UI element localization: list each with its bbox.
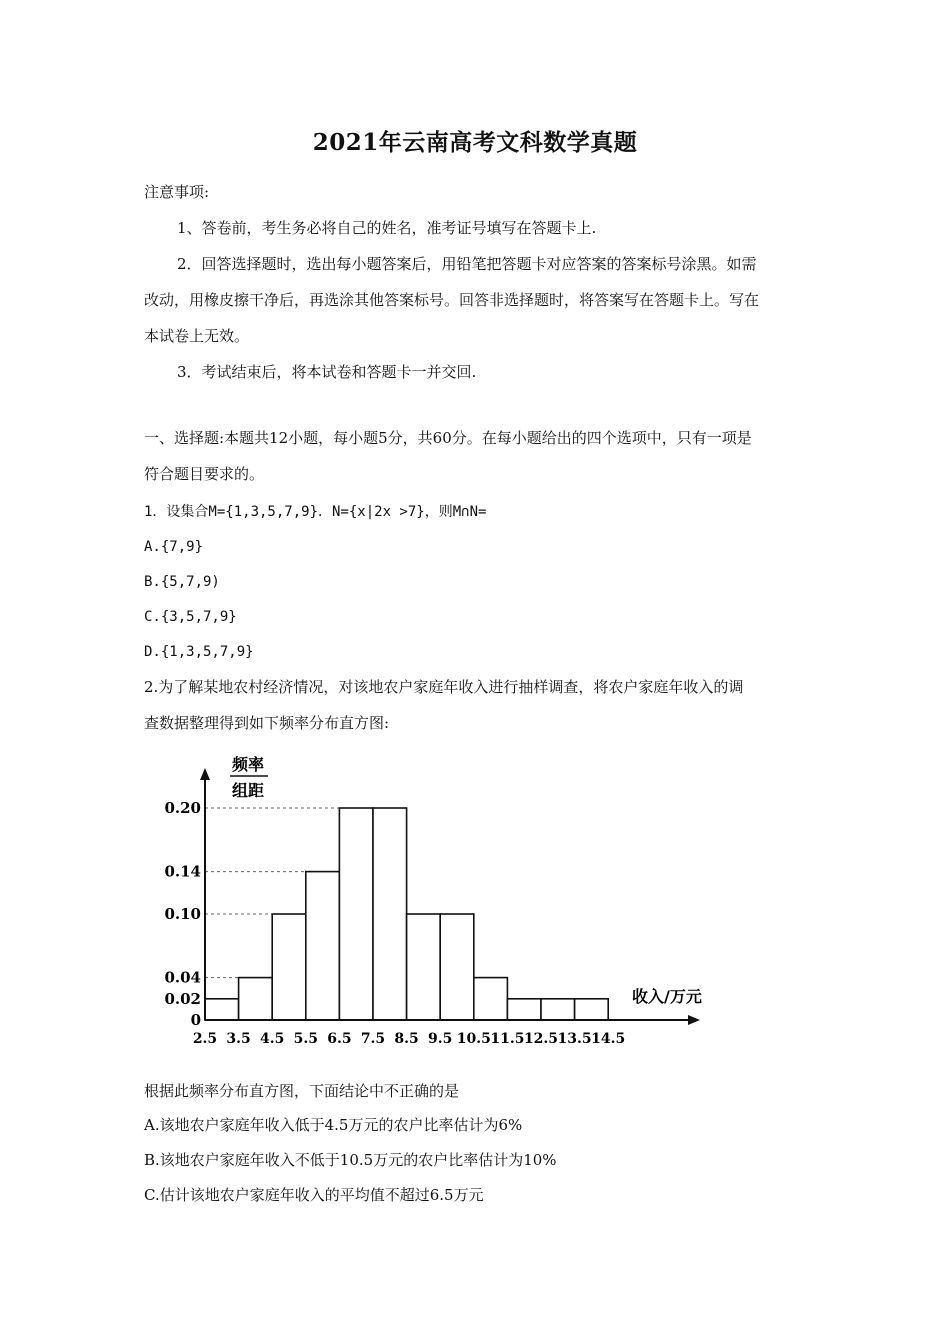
y-tick-label: 0: [190, 1011, 201, 1029]
y-tick-label: 0.04: [164, 968, 201, 987]
x-tick-label: 13.5: [557, 1031, 592, 1047]
x-tick-label: 2.5: [192, 1031, 218, 1047]
y-tick-label: 0.10: [164, 905, 201, 923]
q2-option-b: B.该地农户家庭年收入不低于10.5万元的农户比率估计为10%: [144, 1151, 557, 1169]
histogram-bar: [373, 808, 407, 1020]
x-tick-label: 11.5: [490, 1031, 525, 1047]
histogram-bar: [575, 999, 609, 1020]
x-tick-label: 12.5: [523, 1031, 559, 1047]
histogram-bar: [339, 808, 373, 1020]
y-tick-label: 0.14: [164, 862, 201, 881]
x-tick-label: 3.5: [226, 1031, 251, 1047]
x-tick-label: 6.5: [327, 1031, 352, 1047]
histogram-bar: [440, 914, 474, 1020]
q2-stem-line-2: 查数据整理得到如下频率分布直方图:: [144, 714, 390, 732]
q2-option-a: A.该地农户家庭年收入低于4.5万元的农户比率估计为6%: [144, 1116, 523, 1134]
x-tick-label: 4.5: [260, 1031, 285, 1047]
x-tick-label: 14.5: [591, 1031, 626, 1047]
q2-option-c: C.估计该地农户家庭年收入的平均值不超过6.5万元: [144, 1186, 484, 1204]
x-tick-label: 10.5: [456, 1031, 491, 1047]
notice-item-2-line-2: 改动，用橡皮擦干净后，再选涂其他答案标号。回答非选择题时，将答案写在答题卡上。写在: [144, 291, 760, 309]
frequency-histogram: [160, 750, 720, 1060]
q2-stem-line-1: 2.为了解某地农村经济情况，对该地农户家庭年收入进行抽样调查，将农户家庭年收入的调: [144, 678, 744, 696]
y-axis-label-top: 频率: [231, 755, 265, 774]
section1-instructions-line-1: 一、选择题:本题共12小题，每小题5分，共60分。在每小题给出的四个选项中，只有一项是: [144, 429, 752, 447]
notice-heading: 注意事项:: [144, 183, 210, 201]
x-tick-label: 9.5: [428, 1031, 453, 1047]
q1-option-a: A.{7,9}: [144, 539, 204, 555]
q1-option-b: B.{5,7,9): [144, 574, 220, 590]
y-tick-label: 0.02: [164, 989, 201, 1008]
page-title: 2021年云南高考文科数学真题: [312, 129, 638, 156]
q1-stem: 1．设集合M={1,3,5,7,9}．N={x|2x >7}，则M∩N=: [144, 504, 487, 520]
y-axis-arrow: [200, 768, 210, 780]
histogram-bar: [306, 872, 340, 1020]
histogram-bar: [507, 999, 541, 1020]
notice-item-2-line-1: 2．回答选择题时，选出每小题答案后，用铅笔把答题卡对应答案的答案标号涂黑。如需: [177, 255, 757, 273]
histogram-bar: [239, 978, 273, 1020]
y-tick-label: 0.20: [164, 799, 201, 817]
histogram-bar: [272, 914, 306, 1020]
q1-option-c: C.{3,5,7,9}: [144, 609, 237, 625]
x-axis-arrow: [688, 1015, 700, 1025]
x-tick-label: 5.5: [293, 1031, 318, 1047]
section1-instructions-line-2: 符合题目要求的。: [144, 465, 265, 483]
histogram-bar: [205, 999, 239, 1020]
histogram-bar: [541, 999, 575, 1020]
q1-option-d: D.{1,3,5,7,9}: [144, 644, 254, 660]
y-axis-label-bottom: 组距: [231, 781, 265, 800]
x-axis-label: 收入/万元: [632, 987, 702, 1006]
q2-followup: 根据此频率分布直方图，下面结论中不正确的是: [144, 1082, 460, 1100]
x-tick-label: 8.5: [394, 1031, 419, 1047]
x-tick-label: 7.5: [360, 1031, 386, 1047]
histogram-bar: [474, 978, 508, 1020]
notice-item-3: 3．考试结束后，将本试卷和答题卡一并交回.: [177, 363, 477, 381]
histogram-bar: [407, 914, 441, 1020]
notice-item-1: 1、答卷前，考生务必将自己的姓名，准考证号填写在答题卡上.: [177, 219, 597, 237]
notice-item-2-line-3: 本试卷上无效。: [144, 327, 250, 345]
